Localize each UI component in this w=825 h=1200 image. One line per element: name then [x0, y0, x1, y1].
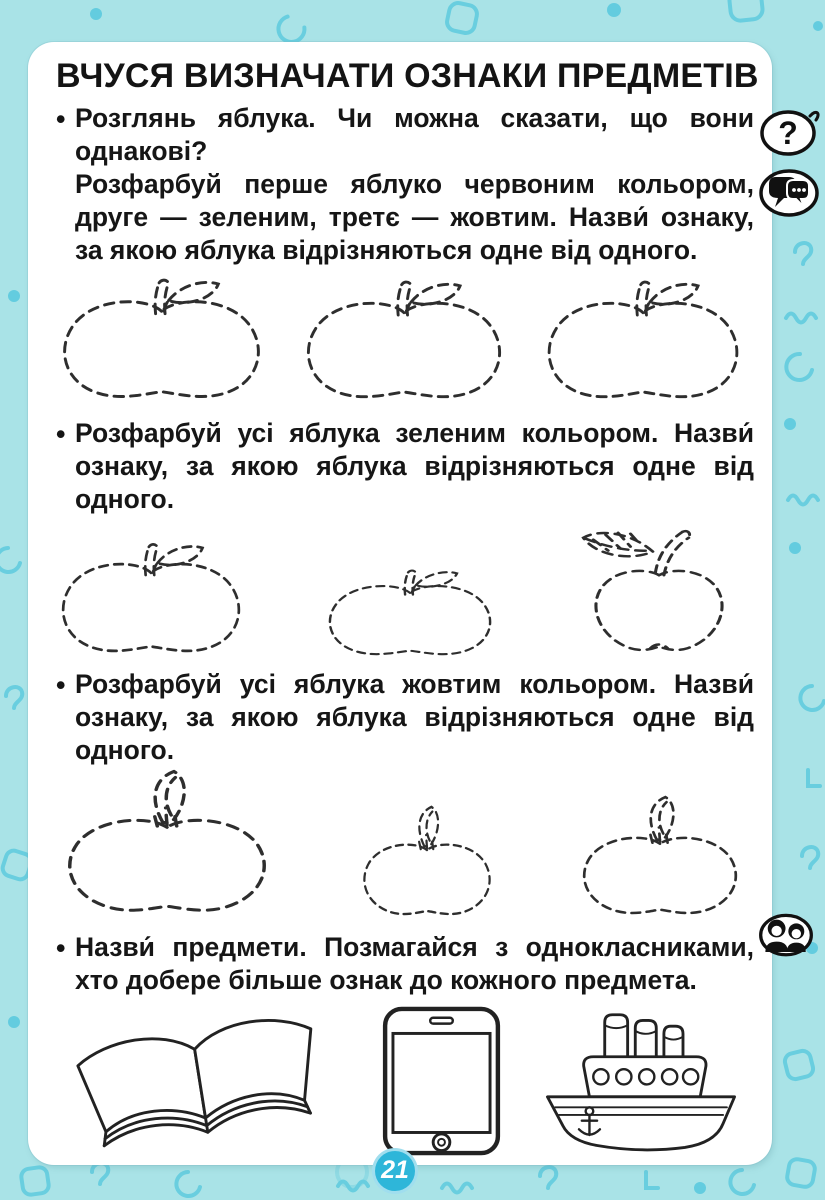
steamship-drawing [536, 1009, 746, 1157]
apple-row-1 [47, 271, 754, 413]
task-2-paragraph-1: Розфарбуй усі яблука зеленим кольором. Назви́ ознаку, за якою яблука відрізняються одне від одного. [75, 418, 754, 514]
apple-outline [317, 564, 503, 666]
task-3-paragraph-1: Розфарбуй усі яблука жовтим кольором. Назви́ ознаку, за якою яблука відрізняються одне від одного. [75, 669, 754, 765]
bullet-marker: • [56, 419, 66, 449]
task-1-paragraph-1: Розглянь яблука. Чи можна сказати, що вони однакові? [75, 103, 754, 166]
page-number-badge [372, 1148, 418, 1194]
apple-outline [49, 271, 274, 413]
bullet-marker: • [56, 670, 66, 700]
question-icon [758, 104, 822, 162]
task-3 [47, 668, 754, 767]
apple-row-2 [47, 518, 754, 666]
classmates-pair-icon [756, 910, 816, 962]
apple-outline [566, 518, 752, 666]
discussion-speech-bubbles-icon [757, 166, 821, 222]
svg-text:?: ? [778, 115, 798, 151]
apple-outline [568, 795, 752, 927]
bullet-marker: • [56, 104, 66, 134]
task-4-paragraph-1: Назви́ предмети. Позмагайся з однокласниками, хто добере більше ознак до кожного предмета. [75, 932, 754, 995]
bullet-marker: • [56, 933, 66, 963]
apple-outline [49, 769, 285, 927]
apple-outline [534, 273, 752, 413]
apple-outline [293, 273, 515, 413]
task-1-paragraph-2: Розфарбуй перше яблуко червоним кольором, друге — зеленим, третє — жовтим. Назви́ ознаку, за якою яблука відрізняються одне від одного. [75, 169, 754, 265]
apple-outline [49, 536, 253, 666]
page-title: ВЧУСЯ ВИЗНАЧАТИ ОЗНАКИ ПРЕДМЕТІВ [56, 57, 759, 95]
task-1 [47, 102, 754, 267]
apple-outline [351, 805, 503, 927]
apple-row-3 [47, 769, 754, 927]
objects-row [47, 1005, 754, 1157]
open-book-drawing [55, 1012, 347, 1157]
page-number: 21 [381, 1155, 409, 1184]
worksheet-page-panel [28, 42, 798, 1165]
task-2 [47, 417, 754, 516]
smartphone-drawing [374, 1005, 509, 1157]
task-4 [47, 931, 754, 997]
